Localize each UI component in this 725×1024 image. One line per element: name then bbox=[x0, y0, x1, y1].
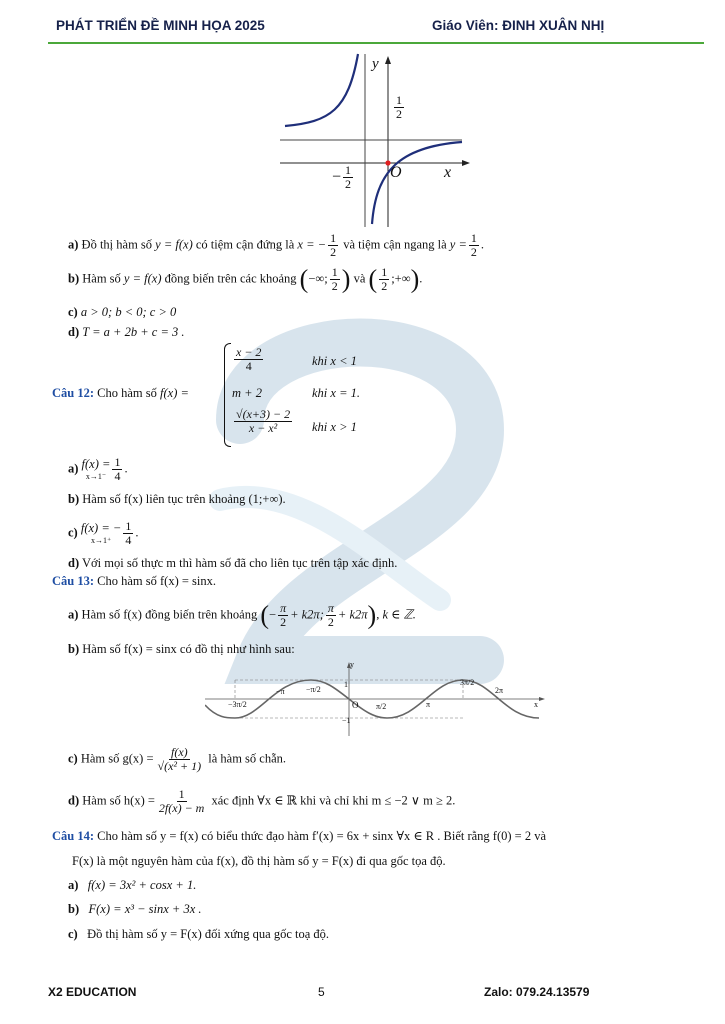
q12-brace bbox=[224, 343, 231, 447]
sine-graph bbox=[205, 660, 545, 738]
q13-option-b: b) Hàm số f(x) = sinx có đồ thị như hình sau: bbox=[68, 642, 295, 656]
hyperbola-graph bbox=[280, 52, 470, 227]
q12-piece-1: $\frac{x - 2}{4}$ bbox=[236, 345, 262, 374]
q12-option-d: d) Với mọi số thực m thì hàm số đã cho liên tục trên tập xác định. bbox=[68, 556, 398, 570]
graph1-v-asymptote: − $\frac{1}{2}$ bbox=[332, 163, 352, 192]
q12-cond-3: khi x > 1 bbox=[312, 420, 357, 434]
q13-option-c: c) Hàm số g(x) = $\frac{f(x)}{\text{√(x² + 1)}}$ là hàm số chẵn. bbox=[68, 745, 287, 774]
q13-option-d: d) Hàm số h(x) = $\frac{1}{2f(x) - m}$ xác định ∀x ∈ ℝ khi và chỉ khi m ≤ −2 ∨ m ≥ 2. bbox=[68, 787, 456, 816]
sine-two-pi: 2π bbox=[495, 686, 504, 695]
q12-cond-1: khi x < 1 bbox=[312, 354, 357, 368]
graph1-y-label: y bbox=[372, 56, 379, 72]
footer-brand: X2 EDUCATION bbox=[48, 985, 137, 999]
q14-option-c: c) Đồ thị hàm số y = F(x) đối xứng qua gốc toạ độ. bbox=[68, 927, 330, 941]
q12-option-a: a) f(x) = x→1⁻ $\frac{1}{4}$ . bbox=[68, 455, 128, 484]
q12-piece-2: m + 2 bbox=[232, 386, 262, 400]
sine-neg-three-pi2: −3π/2 bbox=[228, 700, 247, 709]
sine-pi2: π/2 bbox=[376, 702, 387, 711]
sine-pi: π bbox=[426, 700, 431, 709]
q13-stem: Câu 13: Cho hàm số f(x) = sinx. bbox=[52, 574, 217, 588]
header-teacher: Giáo Viên: ĐINH XUÂN NHỊ bbox=[432, 18, 605, 33]
header-rule bbox=[48, 42, 704, 44]
footer-page-number: 5 bbox=[318, 985, 325, 999]
sine-one: 1 bbox=[344, 680, 348, 689]
graph1-x-label: x bbox=[444, 164, 452, 181]
q11-option-d: d) T = a + 2b + c = 3 . bbox=[68, 325, 185, 339]
q14-stem-line1: Câu 14: Cho hàm số y = f(x) có biểu thức đạo hàm f′(x) = 6x + sinx ∀x ∈ R . Biết rằng f(0) = 2 và bbox=[52, 829, 547, 843]
header-title: PHÁT TRIỂN ĐỀ MINH HỌA 2025 bbox=[56, 18, 265, 33]
graph1-h-asymptote: $\frac{1}{2}$ bbox=[396, 93, 402, 122]
sine-origin: O bbox=[352, 700, 359, 710]
graph1-origin: O bbox=[390, 164, 402, 181]
q11-option-b: b) Hàm số y = f(x) đồng biến trên các khoảng (−∞; $\frac{1}{2}$ ) và ( $\frac{1}{2}$ ;+∞). bbox=[68, 264, 423, 294]
q11-option-a: a) Đồ thị hàm số y = f(x) có tiệm cận đứng là x = − $\frac{1}{2}$ và tiệm cận ngang là y = $\frac{1}{2}$ . bbox=[68, 231, 485, 260]
sine-neg-pi: −π bbox=[276, 687, 285, 696]
q12-option-b: b) Hàm số f(x) liên tục trên khoảng (1;+∞). bbox=[68, 492, 286, 506]
q13-option-a: a) Hàm số f(x) đồng biến trên khoảng (− $\frac{\pi}{2}$ + k2π; $\frac{\pi}{2}$ + k2π), k ∈ ℤ. bbox=[68, 600, 416, 630]
q14-option-b: b) F(x) = x³ − sinx + 3x . bbox=[68, 902, 202, 916]
sine-three-pi2: 3π/2 bbox=[460, 678, 475, 687]
q12-piece-3: $\frac{√(x+3) - 2}{\text{x − x²}}$ bbox=[236, 407, 291, 436]
q14-stem-line2: F(x) là một nguyên hàm của f(x), đồ thị hàm số y = F(x) đi qua gốc tọa độ. bbox=[72, 854, 446, 868]
sine-x-label: x bbox=[534, 700, 538, 709]
q12-stem: Câu 12: Cho hàm số f(x) = bbox=[52, 386, 189, 400]
sine-neg-pi2: −π/2 bbox=[306, 685, 321, 694]
q12-cond-2: khi x = 1. bbox=[312, 386, 361, 400]
footer-contact: Zalo: 079.24.13579 bbox=[484, 985, 590, 999]
q12-option-c: c) f(x) = − x→1⁺ $\frac{1}{4}$ . bbox=[68, 519, 139, 548]
q14-option-a: a) f(x) = 3x² + cosx + 1. bbox=[68, 878, 197, 892]
sine-neg-one: −1 bbox=[342, 716, 351, 725]
sine-y-label: y bbox=[350, 660, 354, 669]
q11-option-c: c) a > 0; b < 0; c > 0 bbox=[68, 305, 177, 319]
